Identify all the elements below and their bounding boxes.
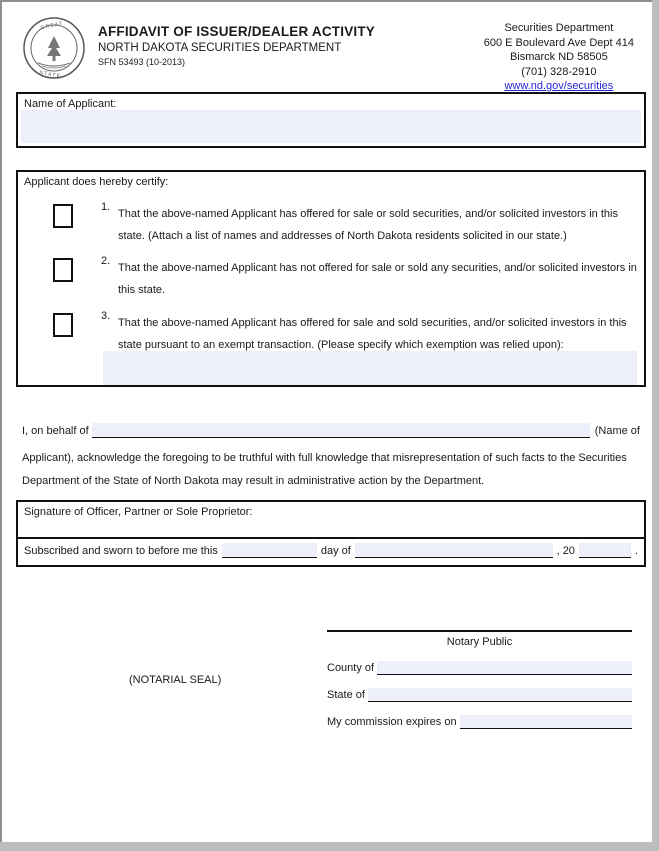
- certify-checkbox-3[interactable]: [53, 313, 73, 337]
- certify-label: Applicant does hereby certify:: [24, 176, 169, 188]
- commission-row: [327, 715, 632, 729]
- sworn-month-input[interactable]: [355, 543, 553, 558]
- signature-box: [16, 500, 646, 567]
- sworn-year-prefix-text: , 20: [556, 545, 575, 557]
- county-label: County of: [327, 662, 375, 674]
- svg-text:G R E A T: G R E A T: [39, 20, 63, 32]
- department-phone: (701) 328-2910: [521, 65, 597, 78]
- county-input[interactable]: [377, 661, 632, 675]
- department-city: Bismarck ND 58505: [509, 51, 608, 63]
- name-of-applicant-box: [16, 92, 646, 148]
- exemption-specify-input[interactable]: [103, 351, 637, 385]
- svg-text:S T A T E: S T A T E: [38, 69, 61, 80]
- department-address-block: [484, 16, 634, 94]
- certify-checkbox-1[interactable]: [53, 204, 73, 228]
- certify-item-1-text: That the above-named Applicant has offered for sale or sold securities, and/or solicited investors in this state. (Attach a list of names and addresses of North Dakota residents solicited in our state.): [118, 208, 618, 242]
- notary-public-caption: Notary Public: [446, 636, 513, 648]
- certify-item-2: [53, 257, 638, 301]
- sworn-statement-row: [18, 539, 644, 564]
- certify-item-3: [53, 312, 638, 356]
- on-behalf-of-name-input[interactable]: [92, 423, 590, 438]
- signature-label: Signature of Officer, Partner or Sole Proprietor:: [24, 506, 253, 518]
- form-header: [22, 16, 634, 94]
- county-row: [327, 661, 632, 675]
- sworn-year-input[interactable]: [579, 543, 631, 558]
- state-input[interactable]: [368, 688, 632, 702]
- state-label: State of: [327, 689, 365, 701]
- certification-box: [16, 170, 646, 387]
- certify-item-2-text: That the above-named Applicant has not offered for sale or sold any securities, and/or solicited investors in this state.: [118, 262, 637, 296]
- name-of-applicant-label: Name of Applicant:: [24, 98, 117, 110]
- sworn-period-text: .: [634, 545, 638, 557]
- commission-expires-input[interactable]: [460, 715, 632, 729]
- department-website-link[interactable]: www.nd.gov/securities: [504, 80, 614, 92]
- state-row: [327, 688, 632, 702]
- notary-section: [327, 630, 632, 729]
- acknowledgement-paragraph: [22, 423, 640, 493]
- certify-checkbox-2[interactable]: [53, 258, 73, 282]
- certify-item-1-number: 1.: [101, 201, 111, 213]
- applicant-name-input[interactable]: [21, 110, 641, 143]
- notarial-seal-placeholder: (NOTARIAL SEAL): [129, 674, 222, 686]
- sworn-day-of-text: day of: [320, 545, 351, 557]
- sworn-day-input[interactable]: [222, 543, 317, 558]
- certify-item-3-number: 3.: [101, 310, 111, 322]
- certify-item-1: [53, 203, 638, 247]
- form-subtitle: NORTH DAKOTA SECURITIES DEPARTMENT: [98, 42, 342, 54]
- ack-body-text: Applicant), acknowledge the foregoing to be truthful with full knowledge that misrepresentation of such facts to the Securities Department of the State of North Dakota may result in administrative action by the Department.: [22, 452, 627, 487]
- commission-expires-label: My commission expires on: [327, 716, 457, 728]
- form-title: AFFIDAVIT OF ISSUER/DEALER ACTIVITY: [98, 24, 376, 39]
- certify-item-2-number: 2.: [101, 255, 111, 267]
- department-street: 600 E Boulevard Ave Dept 414: [483, 36, 634, 49]
- form-number: SFN 53493 (10-2013): [98, 57, 186, 67]
- north-dakota-great-seal-icon: [22, 16, 86, 80]
- sworn-prefix-text: Subscribed and sworn to before me this: [24, 545, 218, 557]
- department-name: Securities Department: [504, 22, 614, 34]
- ack-prefix: I, on behalf of: [22, 425, 89, 437]
- notary-signature-line: [327, 630, 632, 632]
- ack-inline-suffix: (Name of: [594, 425, 640, 437]
- certify-item-3-text: That the above-named Applicant has offered for sale and sold securities, and/or solicited investors in this state pursuant to an exempt transaction. (Please specify which exemption was relied upon):: [118, 317, 627, 351]
